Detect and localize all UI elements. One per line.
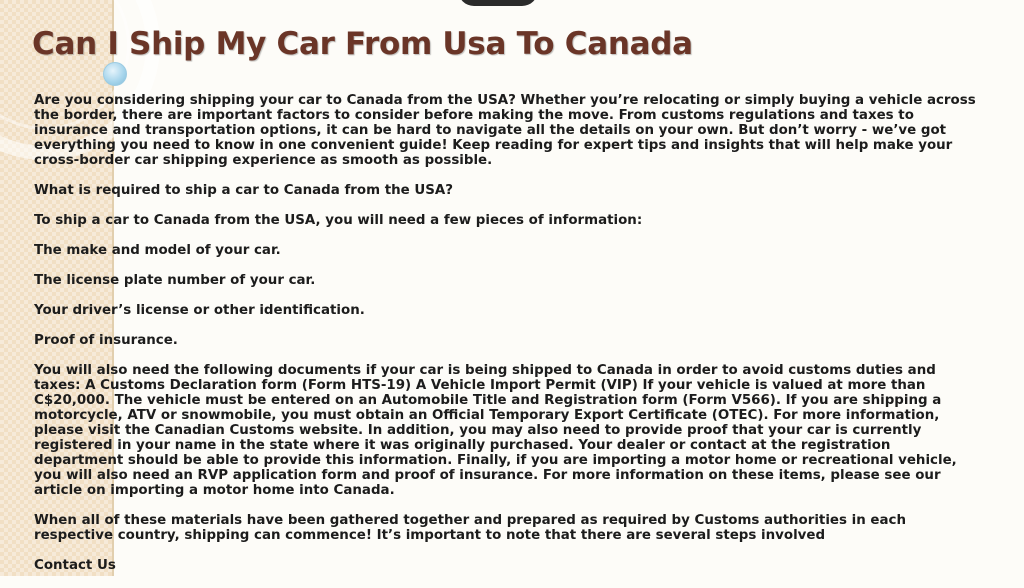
decorative-bubble: [103, 62, 127, 86]
article-body: [34, 93, 982, 588]
documents-paragraph: You will also need the following documents if your car is being shipped to Canada in order to avoid customs duties and taxes: A Customs Declaration form (Form HTS-19) A Vehicle Import Permit (VIP) If your vehicle is valued at more than C$20,000. The vehicle must be entered on an Automobile Title and Registration form (Form V566). If you are shipping a motorcycle, ATV or snowmobile, you must obtain an Official Temporary Export Certificate (OTEC). For more information, please visit the Canadian Customs website. In addition, you may also need to provide proof that your car is currently registered in your name in the state where it was originally purchased. Your dealer or contact at the registration department should be able to provide this information. Finally, if you are importing a motor home or recreational vehicle, you will also need an RVP application form and proof of insurance. For more information on these items, please see our article on importing a motor home into Canada.: [34, 363, 957, 498]
closing-paragraph: When all of these materials have been gathered together and prepared as required by Customs authorities in each respective country, shipping can commence! It’s important to note that there are several steps involved: [34, 513, 907, 543]
requirement-item: Your driver’s license or other identification.: [34, 303, 365, 318]
requirement-item: The license plate number of your car.: [34, 273, 316, 288]
requirement-item: Proof of insurance.: [34, 333, 178, 348]
requirements-intro: To ship a car to Canada from the USA, you will need a few pieces of information:: [34, 213, 643, 228]
contact-us-link[interactable]: Contact Us: [34, 558, 116, 573]
question-heading: What is required to ship a car to Canada from the USA?: [34, 183, 454, 198]
intro-paragraph: Are you considering shipping your car to Canada from the USA? Whether you’re relocating or simply buying a vehicle across the border, there are important factors to consider before making the move. From customs regulations and taxes to insurance and transportation options, it can be hard to navigate all the details on your own. But don’t worry - we’ve got everything you need to know in one convenient guide! Keep reading for expert tips and insights that will help make your cross-border car shipping experience as smooth as possible.: [34, 93, 976, 168]
page-title: Can I Ship My Car From Usa To Canada: [32, 26, 693, 62]
logo-fragment: [458, 0, 538, 6]
requirement-item: The make and model of your car.: [34, 243, 281, 258]
